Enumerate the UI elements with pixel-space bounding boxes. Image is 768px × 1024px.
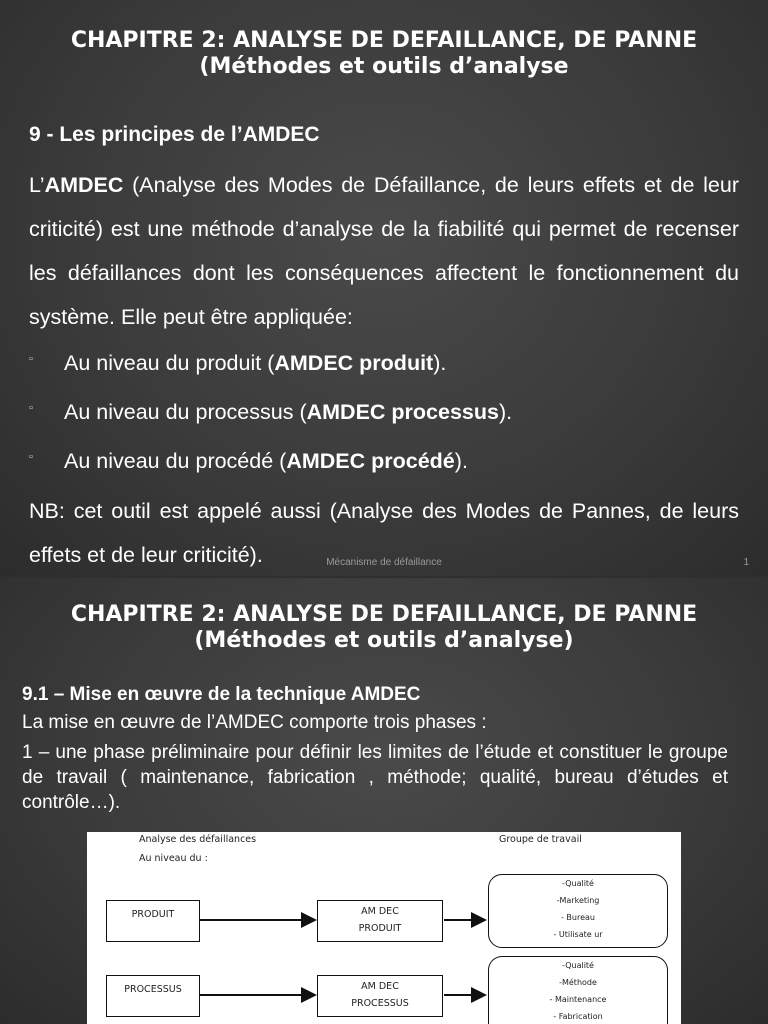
bullet-square-icon: ▫ [29, 353, 33, 365]
intro-text: La mise en œuvre de l’AMDEC comporte trois phases : [22, 712, 487, 733]
group-member: -Marketing [556, 896, 600, 905]
level-label: PROCESSUS [124, 984, 182, 995]
level-label: PRODUIT [131, 909, 175, 920]
nb-note: NB: cet outil est appelé aussi (Analyse des Modes de Pannes, de leurs effets et de leur criticité). [29, 499, 739, 567]
group-member: -Qualité [562, 879, 594, 888]
left-header: Analyse des défaillances [139, 834, 257, 845]
para-prefix: L’ [29, 173, 45, 197]
page-number: 1 [743, 557, 749, 568]
amdec-box-processus [317, 975, 443, 1017]
bullet-bold: AMDEC produit [274, 351, 434, 375]
group-member: -Qualité [562, 961, 594, 970]
slide-1-title [0, 28, 768, 81]
amdec-type: PROCESSUS [351, 998, 409, 1009]
bullet-bold: AMDEC processus [306, 400, 499, 424]
left-subheader: Au niveau du : [139, 853, 208, 864]
bullet-text: Au niveau du produit ( [64, 351, 275, 375]
bullet-text: Au niveau du processus ( [64, 400, 307, 424]
amdec-diagram [87, 832, 681, 1024]
level-box-produit [106, 900, 200, 942]
slide-2-title [0, 602, 768, 655]
group-box-produit [488, 874, 668, 948]
group-member: - Maintenance [549, 995, 607, 1004]
bullet-text: Au niveau du procédé ( [64, 449, 287, 473]
bullet-end: ). [433, 351, 447, 375]
title-line-1: CHAPITRE 2: ANALYSE DE DEFAILLANCE, DE PANNE [70, 28, 698, 53]
slide-footer: Mécanisme de défaillance [326, 557, 442, 568]
amdec-definition [29, 163, 739, 339]
group-member: - Bureau [561, 913, 595, 922]
bullet-square-icon: ▫ [29, 451, 33, 463]
para-text: (Analyse des Modes de Défaillance, de leurs effets et de leur criticité) est une méthode d’analyse de la fiabilité qui permet de recenser les défaillances dont les conséquences affectent le fonctionnement du système. Elle peut être appliquée: [29, 173, 739, 329]
title-line-1: CHAPITRE 2: ANALYSE DE DEFAILLANCE, DE PANNE [70, 602, 698, 627]
amdec-type: PRODUIT [358, 923, 402, 934]
section-title: 9.1 – Mise en œuvre de la technique AMDEC [22, 684, 421, 705]
title-line-2: (Méthodes et outils d’analyse) [194, 628, 574, 654]
bullet-bold: AMDEC procédé [286, 449, 455, 473]
bullet-end: ). [454, 449, 468, 473]
amdec-box-produit [317, 900, 443, 942]
group-box-processus [488, 956, 668, 1024]
para-bold: AMDEC [44, 173, 124, 197]
level-box-processus [106, 975, 200, 1017]
amdec-label: AM DEC [361, 906, 399, 917]
group-member: -Méthode [559, 978, 597, 987]
bullet-square-icon: ▫ [29, 402, 33, 414]
title-line-2: (Méthodes et outils d’analyse [199, 54, 569, 80]
group-member: - Fabrication [553, 1012, 603, 1021]
group-member: - Utilisate ur [553, 930, 603, 939]
bullet-end: ). [498, 400, 513, 424]
right-header: Groupe de travail [499, 834, 582, 845]
slide-2 [0, 578, 768, 1024]
amdec-label: AM DEC [361, 981, 399, 992]
section-title: 9 - Les principes de l’AMDEC [29, 123, 320, 146]
phase-1-text: 1 – une phase préliminaire pour définir les limites de l’étude et constituer le groupe de travail ( maintenance, fabrication , méthode; qualité, bureau d’études et contrôle…). [22, 742, 728, 813]
